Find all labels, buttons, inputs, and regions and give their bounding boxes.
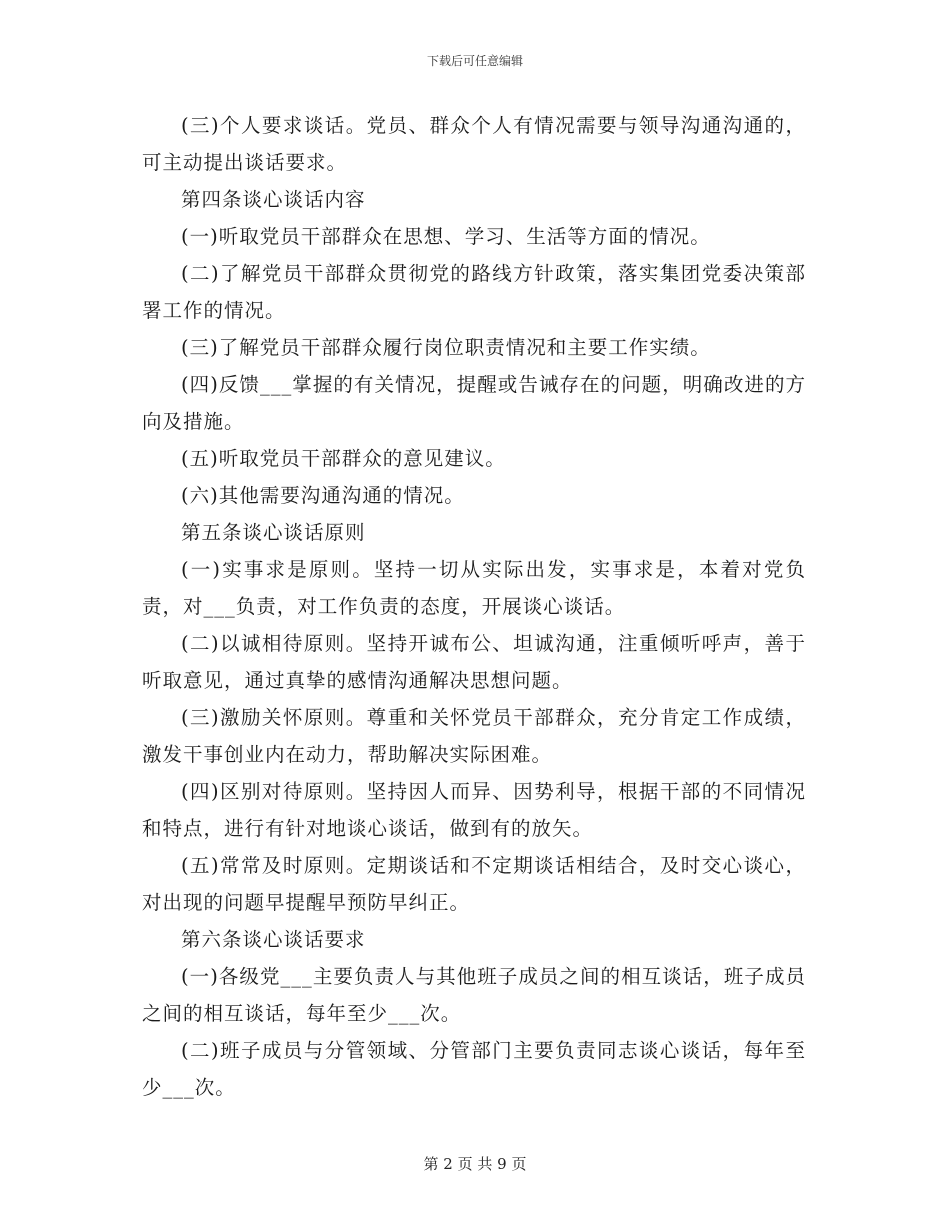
paragraph: (五)常常及时原则。定期谈话和不定期谈话相结合，及时交心谈心，对出现的问题早提醒早预防早纠正。 (142, 854, 806, 914)
page-header-note: 下载后可任意编辑 (426, 54, 523, 68)
paragraph: (三)了解党员干部群众履行岗位职责情况和主要工作实绩。 (181, 336, 711, 359)
paragraph: (三)个人要求谈话。党员、群众个人有情况需要与领导沟通沟通的，可主动提出谈话要求。 (142, 114, 806, 174)
section-heading: 第六条谈心谈话要求 (181, 928, 366, 951)
paragraph: (二)了解党员干部群众贯彻党的路线方针政策，落实集团党委决策部署工作的情况。 (142, 262, 806, 322)
paragraph: (二)以诚相待原则。坚持开诚布公、坦诚沟通，注重倾听呼声，善于听取意见，通过真挚的感情沟通解决思想问题。 (142, 632, 806, 692)
paragraph: (四)区别对待原则。坚持因人而异、因势利导，根据干部的不同情况和特点，进行有针对地谈心谈话，做到有的放矢。 (142, 780, 806, 840)
paragraph: (一)听取党员干部群众在思想、学习、生活等方面的情况。 (181, 225, 711, 248)
document-body (142, 107, 806, 1106)
section-heading: 第五条谈心谈话原则 (181, 521, 366, 544)
page-number: 第 2 页 共 9 页 (423, 1155, 527, 1173)
paragraph: (五)听取党员干部群众的意见建议。 (181, 447, 506, 470)
paragraph: (一)实事求是原则。坚持一切从实际出发，实事求是，本着对党负责，对___负责，对工作负责的态度，开展谈心谈话。 (142, 558, 806, 618)
section-heading: 第四条谈心谈话内容 (181, 188, 366, 211)
paragraph: (四)反馈___掌握的有关情况，提醒或告诫存在的问题，明确改进的方向及措施。 (142, 373, 806, 433)
paragraph: (二)班子成员与分管领域、分管部门主要负责同志谈心谈话，每年至少___次。 (142, 1039, 806, 1099)
paragraph: (六)其他需要沟通沟通的情况。 (181, 484, 465, 507)
paragraph: (一)各级党___主要负责人与其他班子成员之间的相互谈话，班子成员之间的相互谈话，每年至少___次。 (142, 965, 806, 1025)
paragraph: (三)激励关怀原则。尊重和关怀党员干部群众，充分肯定工作成绩，激发干事创业内在动力，帮助解决实际困难。 (142, 706, 806, 766)
